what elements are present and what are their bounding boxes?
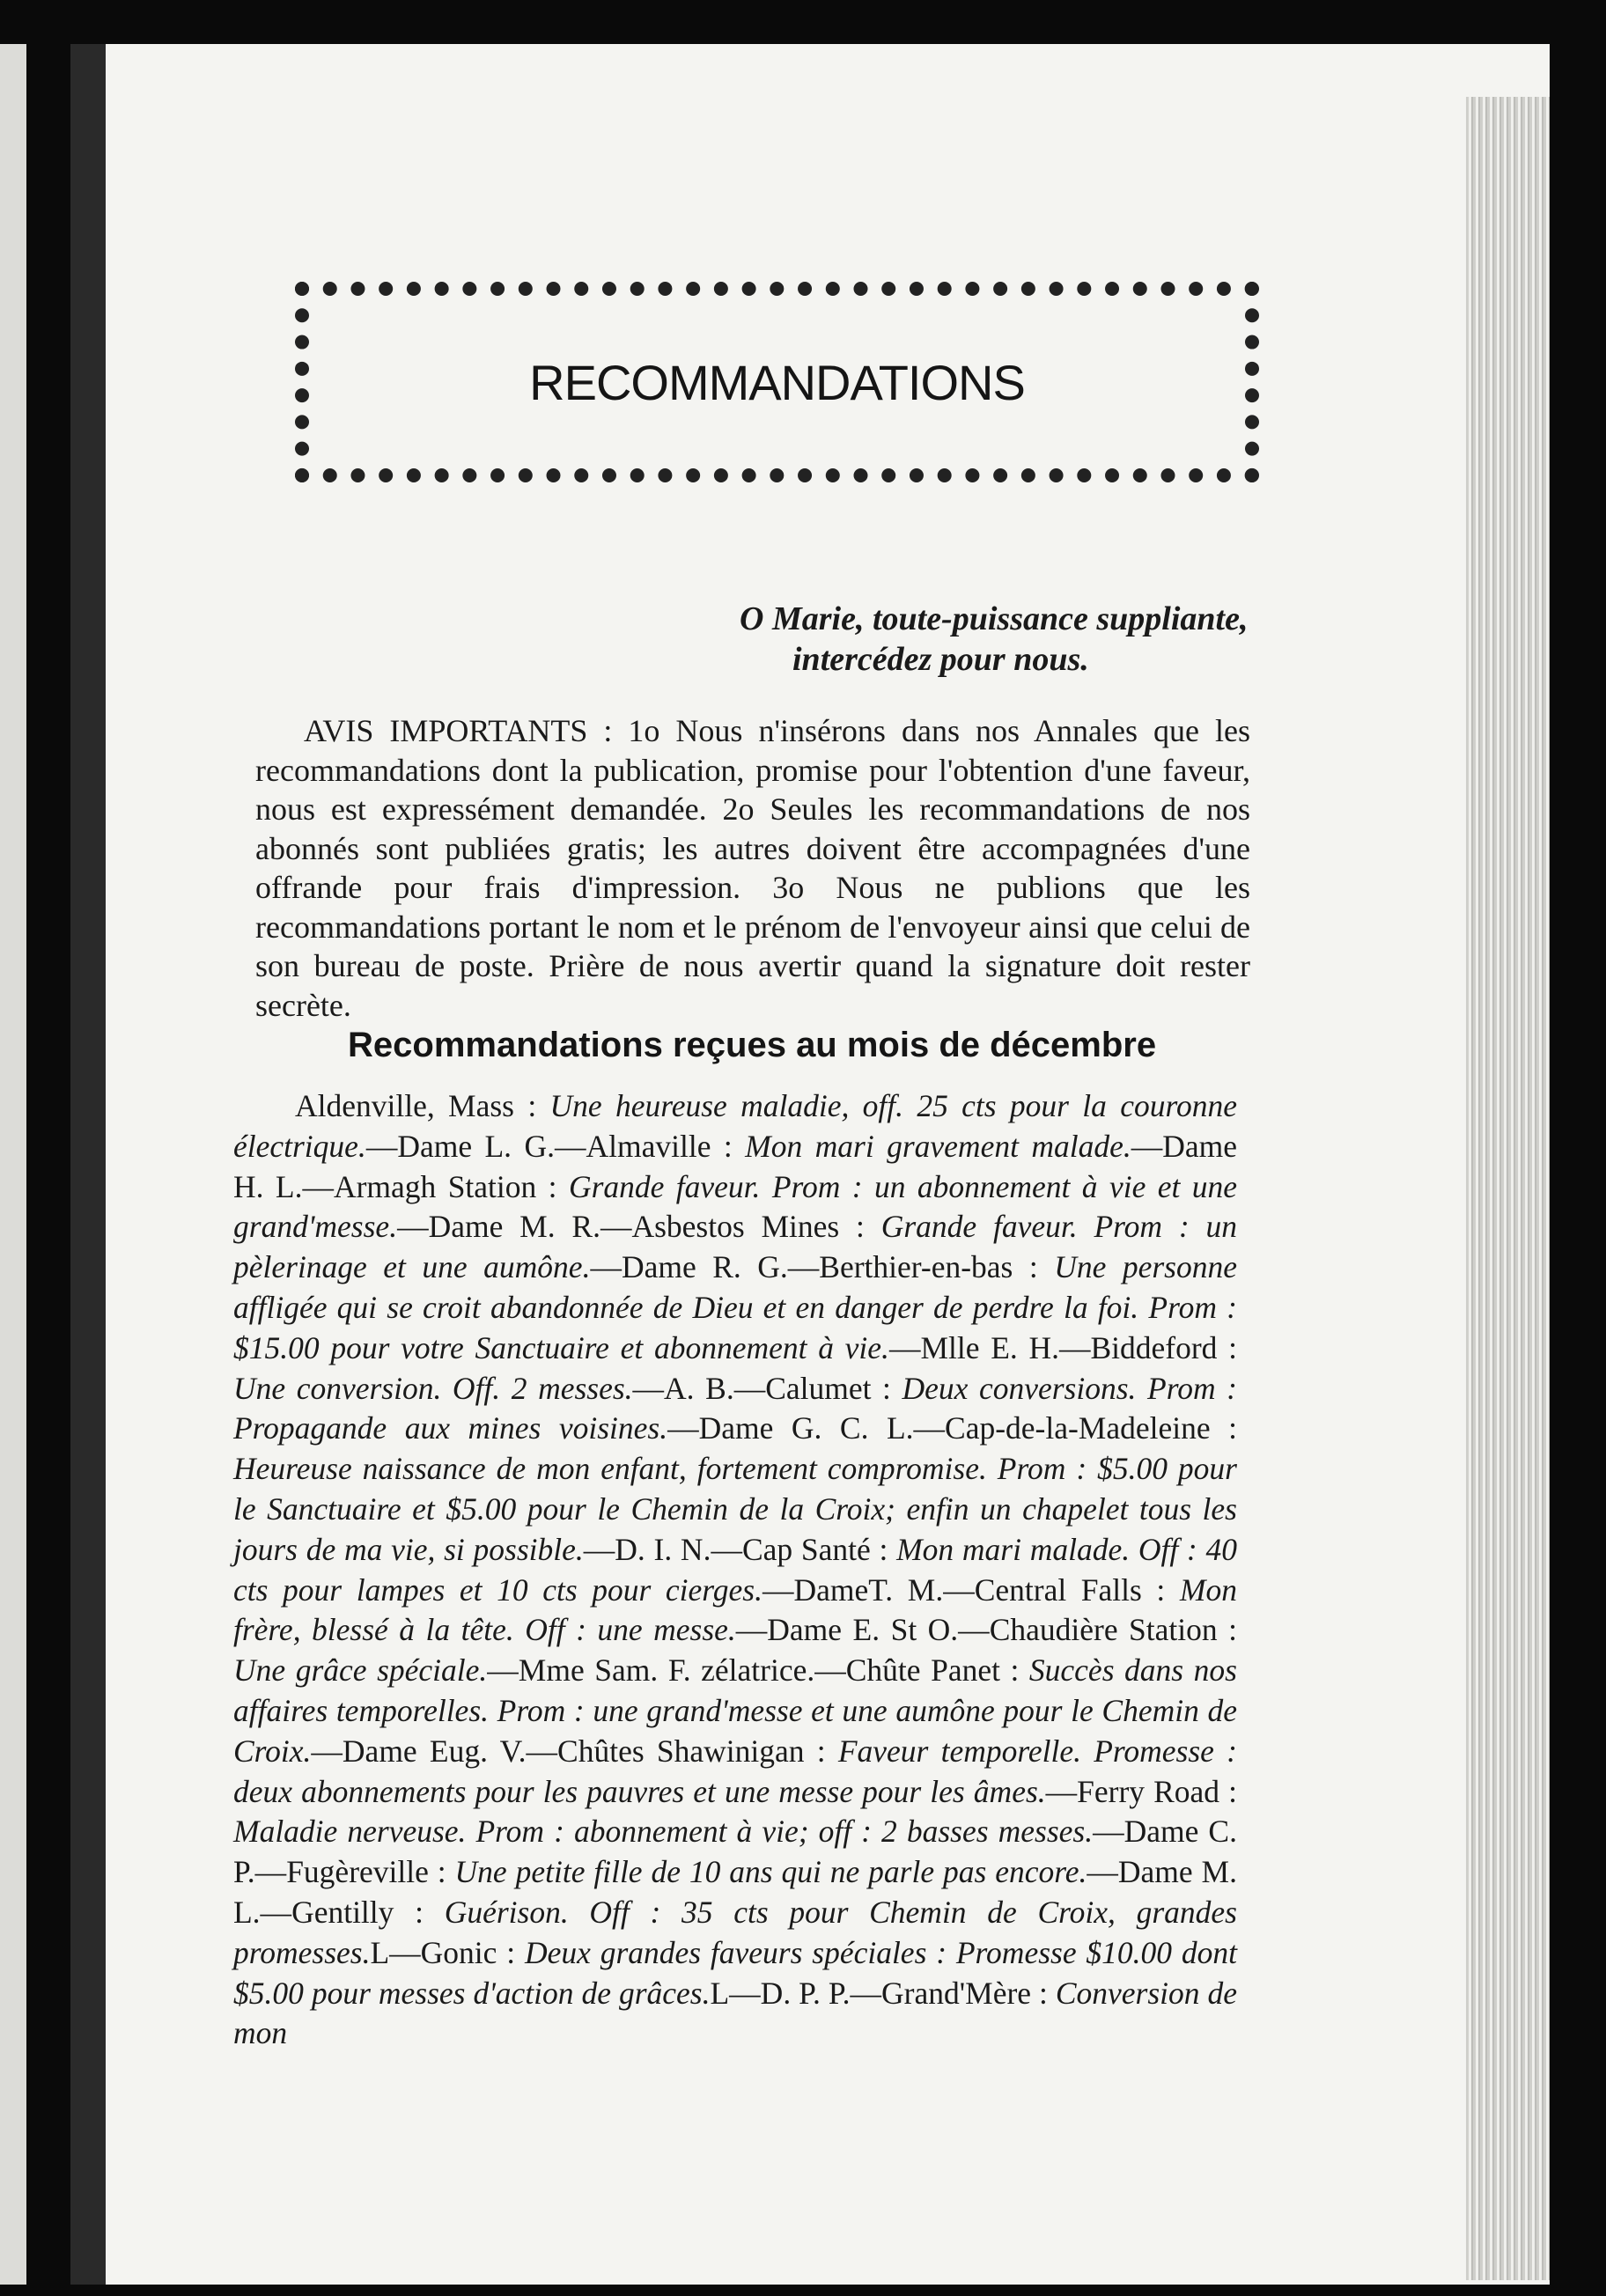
invocation-line-2: intercédez pour nous. bbox=[792, 641, 1089, 678]
recommendation-signature: —Mme Sam. F. zélatrice.— bbox=[487, 1652, 846, 1689]
page-stack-edge bbox=[1466, 97, 1550, 2280]
recommendation-place: Armagh Station : bbox=[333, 1168, 569, 1204]
recommendation-signature: —A. B.— bbox=[632, 1370, 766, 1406]
section-title: Recommandations reçues au mois de décembre bbox=[348, 1026, 1157, 1064]
recommendation-intention: Une conversion. Off. 2 messes. bbox=[233, 1370, 633, 1406]
recommendation-place: Grand'Mère : bbox=[881, 1975, 1056, 2011]
recommendation-place: Gonic : bbox=[420, 1934, 525, 1970]
recommendations-list bbox=[233, 1086, 1237, 2054]
left-page-edge bbox=[0, 44, 26, 2285]
recommendation-intention: Conversion de mon bbox=[233, 1975, 1238, 2051]
recommendation-signature: —Dame M. R.— bbox=[397, 1209, 632, 1245]
recommendation-intention: Heureuse naissance de mon enfant, fortement compromise. Prom : $5.00 pour le Sanctuaire et $5.00 pour le Chemin de la Croix; enfin un chapelet tous les jours de ma vie, si possible. bbox=[233, 1451, 1237, 1567]
recommendation-place: Ferry Road : bbox=[1077, 1773, 1237, 1809]
recommendation-intention: Une heureuse maladie, off. 25 cts pour la couronne électrique. bbox=[233, 1088, 1237, 1164]
recommendation-intention: Maladie nerveuse. Prom : abonnement à vie; off : 2 basses messes. bbox=[233, 1814, 1094, 1850]
recommendation-signature: —Dame R. G.— bbox=[590, 1249, 820, 1285]
recommendation-place: Gentilly : bbox=[291, 1894, 445, 1930]
recommendation-place: Biddeford : bbox=[1090, 1329, 1238, 1365]
recommendation-intention: Mon frère, blessé à la tête. Off : une messe. bbox=[233, 1571, 1237, 1648]
recommendation-place: Calumet : bbox=[765, 1370, 902, 1406]
recommendation-place: Almaville : bbox=[586, 1128, 746, 1164]
recommendation-intention: Une petite fille de 10 ans qui ne parle pas encore. bbox=[454, 1854, 1087, 1890]
important-notice: AVIS IMPORTANTS : 1o Nous n'insérons dans nos Annales que les recommandations dont la publication, promise pour l'obtention d'une faveur, nous est expressément demandée. 2o Seules les recommandations de nos abonnés sont publiées gratis; les autres doivent être accompagnées d'une offrande pour frais d'impression. 3o Nous ne publions que les recommandations portant le nom et le prénom de l'envoyeur ainsi que celui de son bureau de poste. Prière de nous avertir quand la signature doit rester secrète. bbox=[255, 713, 1250, 1023]
recommendation-place: Cap-de-la-Madeleine : bbox=[945, 1410, 1238, 1446]
recommendation-intention: Faveur temporelle. Promesse : deux abonnements pour les pauvres et une messe pour les âmes. bbox=[233, 1733, 1237, 1809]
recommendation-place: Chûtes Shawinigan : bbox=[557, 1733, 838, 1769]
recommendation-place: Aldenville, Mass : bbox=[295, 1088, 550, 1123]
recommendation-intention: Mon mari malade. Off : 40 cts pour lampes et 10 cts pour cierges. bbox=[233, 1531, 1237, 1608]
book-spine bbox=[70, 44, 106, 2285]
recommendation-signature: —Dame L. G.— bbox=[365, 1128, 586, 1164]
recommendation-intention: Grande faveur. Prom : un pèlerinage et une aumône. bbox=[233, 1209, 1237, 1285]
recommendation-signature: L— bbox=[370, 1934, 421, 1970]
recommendation-signature: —Dame E. St O.— bbox=[735, 1612, 990, 1648]
recommendation-intention: Une grâce spéciale. bbox=[233, 1652, 488, 1689]
recommendation-intention: Deux grandes faveurs spéciales : Promesse $10.00 dont $5.00 pour messes d'action de grâces. bbox=[233, 1934, 1237, 2011]
recommendation-intention: Guérison. Off : 35 cts pour Chemin de Croix, grandes promesses. bbox=[233, 1894, 1237, 1970]
recommendation-place: Asbestos Mines : bbox=[631, 1209, 881, 1245]
recommendation-intention: Une personne affligée qui se croit abandonnée de Dieu et en danger de perdre la foi. Prom : $15.00 pour votre Sanctuaire et abonnement à vie. bbox=[233, 1249, 1237, 1365]
recommendation-signature: —Dame Eug. V.— bbox=[311, 1733, 558, 1769]
recommendation-signature: —Dame H. L.— bbox=[233, 1128, 1237, 1204]
recommendation-signature: —Dame M. L.— bbox=[233, 1854, 1237, 1930]
recommendation-intention: Mon mari gravement malade. bbox=[745, 1128, 1131, 1164]
recommendation-intention: Grande faveur. Prom : un abonnement à vie et une grand'messe. bbox=[233, 1168, 1237, 1245]
recommendation-intention: Succès dans nos affaires temporelles. Prom : une grand'messe et une aumône pour le Chemin de Croix. bbox=[233, 1652, 1237, 1769]
recommendation-signature: —DameT. M.— bbox=[762, 1571, 975, 1608]
recommendation-signature: —D. I. N.— bbox=[583, 1531, 742, 1567]
recommendation-signature: — bbox=[1045, 1773, 1078, 1809]
recommendation-intention: Deux conversions. Prom : Propagande aux mines voisines. bbox=[233, 1370, 1237, 1446]
invocation bbox=[740, 599, 1277, 680]
header-ornamental-frame bbox=[295, 282, 1259, 482]
page-title: RECOMMANDATIONS bbox=[529, 354, 1025, 410]
recommendation-place: Chûte Panet : bbox=[845, 1652, 1029, 1689]
recommendation-signature: —Mlle E. H.— bbox=[888, 1329, 1091, 1365]
invocation-line-1: O Marie, toute-puissance suppliante, bbox=[740, 600, 1249, 637]
recommendation-signature: L—D. P. P.— bbox=[710, 1975, 882, 2011]
recommendation-place: Fugèreville : bbox=[286, 1854, 455, 1890]
recommendation-place: Berthier-en-bas : bbox=[819, 1249, 1055, 1285]
recommendation-signature: —Dame C. P.— bbox=[233, 1814, 1237, 1890]
recommendation-signature: —Dame G. C. L.— bbox=[667, 1410, 946, 1446]
recommendation-place: Chaudière Station : bbox=[989, 1612, 1237, 1648]
recommendation-place: Central Falls : bbox=[974, 1571, 1180, 1608]
recommendation-place: Cap Santé : bbox=[741, 1531, 897, 1567]
